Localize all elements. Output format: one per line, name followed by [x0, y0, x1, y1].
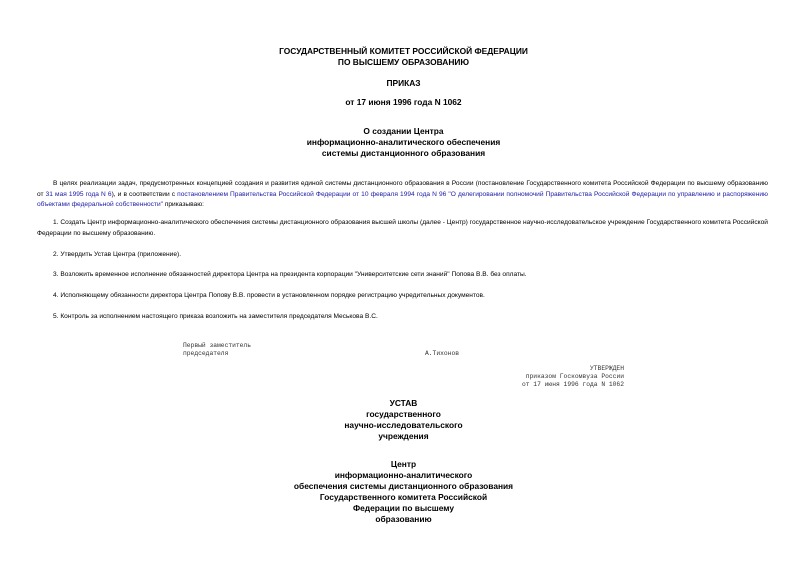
intro-text-1: В целях реализации задач, предусмотренных концепцией создания и развития единой системы дистанционного образования в России (постановление Государственного комитета Российской Федерации по высшему образованию от [37, 180, 768, 198]
charter-title-line1: УСТАВ [389, 398, 418, 408]
order-item-4: 4. Исполняющему обязанности директора Центра Попову В.В. провести в установленном порядке регистрацию учредительных документов. [53, 292, 485, 299]
doc-type: ПРИКАЗ [386, 78, 421, 88]
intro-text-3: приказываю: [162, 201, 204, 208]
center-title-line1: Центр [390, 459, 417, 469]
charter-title-line3: научно-исследовательского [344, 420, 463, 430]
center-title-line3: обеспечения системы дистанционного образования [293, 481, 514, 491]
government-decree-link[interactable]: постановлением Правительства Российской Федерации от 10 февраля 1994 года N 96 "О делегировании полномочий Правительства Российской Федерации по управлению и распоряжению объектами федеральной собственности" [37, 190, 768, 208]
doc-date: от 17 июня 1996 года N 1062 [345, 97, 462, 107]
order-title-line3: системы дистанционного образования [321, 148, 486, 158]
charter-title-line2: государственного [366, 409, 441, 419]
center-title-line2: информационно-аналитического [334, 470, 473, 480]
center-title-line6: образованию [375, 514, 432, 524]
org-name-line2: ПО ВЫСШЕМУ ОБРАЗОВАНИЮ [337, 57, 470, 67]
approval-line2: приказом Госкомвуза России [525, 373, 624, 380]
approval-line1: УТВЕРЖДЕН [589, 365, 624, 372]
order-title-line2: информационно-аналитического обеспечения [306, 137, 501, 147]
intro-text-2: ), и в соответствии с [111, 190, 178, 198]
signature-role-line2: председателя [183, 350, 229, 357]
order-item-5: 5. Контроль за исполнением настоящего приказа возложить на заместителя председателя Мeськова В.С. [53, 313, 378, 320]
center-title-line5: Федерации по высшему [352, 503, 455, 513]
charter-title-line4: учреждения [378, 431, 429, 441]
signature-name: А.Тихонов [425, 350, 460, 357]
approval-line3: от 17 июня 1996 года N 1062 [521, 381, 624, 388]
resolution-link[interactable]: 31 мая 1995 года N 6 [45, 190, 112, 198]
intro-paragraph [37, 179, 768, 211]
org-name-line1: ГОСУДАРСТВЕННЫЙ КОМИТЕТ РОССИЙСКОЙ ФЕДЕРАЦИИ [279, 46, 528, 56]
order-item-3: 3. Возложить временное исполнение обязанностей директора Центра на президента корпорации "Университетские сети знаний" Попова В.В. без оплаты. [53, 271, 527, 278]
order-title-line1: О создании Центра [363, 126, 444, 136]
order-item-2: 2. Утвердить Устав Центра (приложение). [53, 251, 182, 258]
order-item-1: 1. Создать Центр информационно-аналитического обеспечения системы дистанционного образования высшей школы (далее - Центр) государственное научно-исследовательское учреждение Государственного комитета Российской Федерации по высшему образованию. [37, 219, 768, 237]
signature-role-line1: Первый заместитель [183, 342, 252, 349]
center-title-line4: Государственного комитета Российской [319, 492, 488, 502]
